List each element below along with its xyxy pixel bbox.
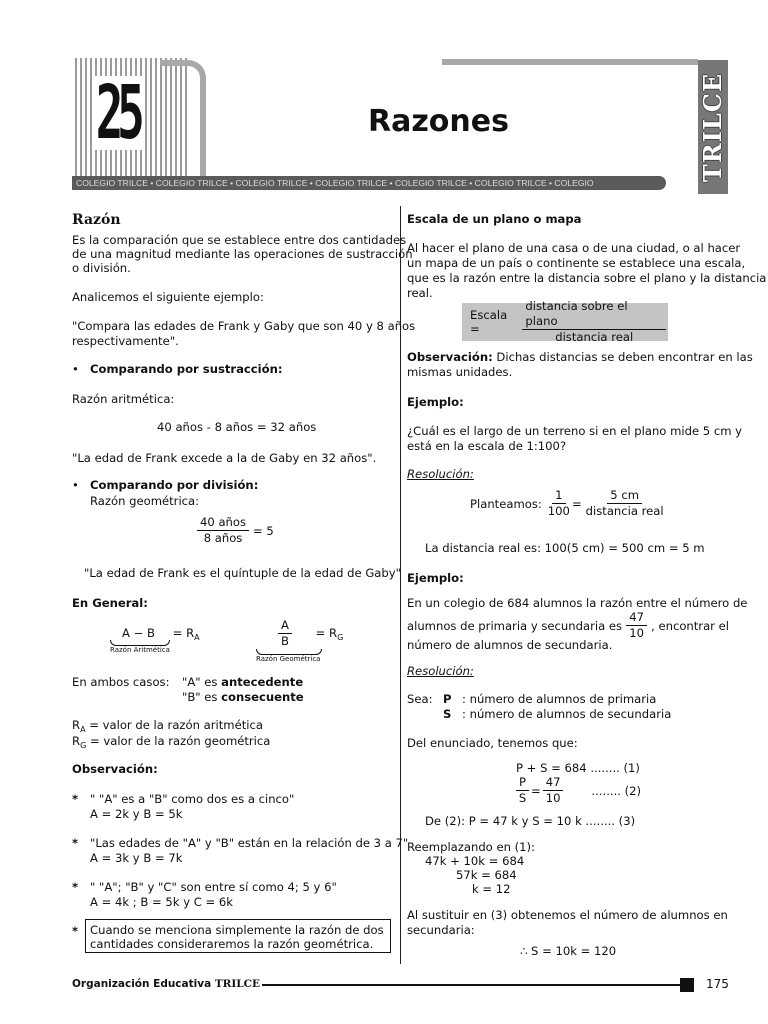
paragraph: Analicemos el siguiente ejemplo:	[72, 290, 264, 304]
definition-line: de una magnitud mediante las operaciones de sustracción	[72, 247, 413, 261]
paragraph: En ambos casos:	[72, 675, 170, 689]
paragraph-line: Reemplazando en (1):	[407, 840, 535, 854]
bullet-dot: •	[72, 478, 79, 492]
fraction	[626, 610, 647, 641]
proportion-equation	[470, 488, 666, 519]
obs-text: A = 4k ; B = 5k y C = 6k	[90, 895, 234, 909]
result-line: La distancia real es: 100(5 cm) = 500 cm = 5 m	[425, 541, 705, 555]
general-geom	[256, 618, 344, 663]
brace-label: Razón Aritmética	[110, 646, 170, 654]
label: Escala =	[470, 308, 508, 336]
equals: =	[571, 496, 582, 511]
star-marker: *	[72, 924, 79, 938]
equation-1: P + S = 684 ........ (1)	[516, 761, 640, 775]
fraction	[522, 299, 666, 345]
resolution-label: Resolución:	[407, 467, 474, 481]
ra-definition	[72, 718, 263, 734]
paragraph-line: Al hacer el plano de una casa o de una ciudad, o al hacer	[407, 241, 741, 255]
antecedent-line	[182, 675, 303, 689]
equals: =	[531, 783, 541, 798]
work-line: 47k + 10k = 684	[425, 854, 525, 868]
fraction	[548, 488, 570, 519]
star-marker: *	[72, 836, 79, 850]
obs-text: A = 3k y B = 7k	[90, 851, 183, 865]
footer-org	[72, 978, 260, 990]
bold-label: Observación:	[407, 350, 493, 364]
paragraph: Razón geométrica:	[90, 494, 200, 508]
result: = 5	[253, 523, 274, 538]
star-marker: *	[72, 792, 79, 806]
fraction	[586, 488, 664, 519]
paragraph: "La edad de Frank excede a la de Gaby en 32 años".	[72, 451, 377, 465]
work-line: k = 12	[472, 882, 511, 896]
fraction	[516, 775, 529, 806]
paragraph-line-fraction	[407, 610, 729, 641]
text: = valor de la razón aritmética	[89, 718, 263, 732]
brace-label: Razón Geométrica	[256, 655, 321, 663]
header-frame-curve	[160, 60, 206, 184]
numerator: 40 años	[197, 515, 249, 531]
text: Dichas distancias se deben encontrar en las	[492, 350, 753, 364]
footer-rule	[262, 984, 682, 986]
expression: A − B	[122, 626, 155, 640]
text: "B" es	[182, 690, 222, 704]
subheading: Ejemplo:	[407, 395, 464, 409]
footer-square	[680, 978, 694, 992]
denominator: 10	[545, 791, 561, 805]
consequent-line	[182, 690, 304, 704]
subheading: Ejemplo:	[407, 571, 464, 585]
note-line: Cuando se menciona simplemente la razón de dos	[90, 923, 384, 937]
let-label: Sea:	[407, 692, 433, 706]
subscript: G	[80, 741, 87, 750]
obs-text: " "A" es a "B" como dos es a cinco"	[90, 792, 295, 806]
note-line: cantidades consideraremos la razón geométrica.	[90, 937, 374, 951]
numerator: A	[278, 618, 292, 634]
note-box	[85, 919, 391, 953]
definition-line: Es la comparación que se establece entre dos cantidades	[72, 233, 407, 247]
denominator: distancia real	[555, 330, 634, 344]
equals-r: = R	[172, 626, 195, 640]
paragraph-line: Al sustituir en (3) obtenemos el número de alumnos en	[407, 908, 728, 922]
subheading: Escala de un plano o mapa	[407, 212, 582, 226]
fraction	[543, 775, 564, 806]
numerator: 47	[626, 610, 647, 626]
equals-r: = R	[315, 626, 338, 640]
scale-formula-box	[462, 299, 668, 344]
general-arit	[110, 626, 200, 654]
paragraph-line: un mapa de un país o continente se establece una escala,	[407, 256, 746, 270]
subscript: A	[194, 633, 200, 642]
paragraph-line: secundaria:	[407, 923, 475, 937]
denominator: S	[518, 791, 527, 805]
subscript: G	[337, 633, 344, 642]
rg-definition	[72, 734, 270, 750]
paragraph-line: ¿Cuál es el largo de un terreno si en el plano mide 5 cm y	[407, 424, 743, 438]
text: , encontrar el	[651, 618, 729, 633]
brand-tab	[698, 60, 728, 194]
paragraph-line: número de alumnos de secundaria.	[407, 638, 613, 652]
page-title: Razones	[368, 104, 509, 139]
definition-line: o división.	[72, 261, 131, 275]
subscript: A	[80, 725, 86, 734]
numerator: distancia sobre el plano	[522, 299, 666, 330]
obs-text: " "A"; "B" y "C" son entre sí como 4; 5 y 6"	[90, 880, 337, 894]
bullet-heading: Comparando por sustracción:	[90, 362, 283, 376]
paragraph-line: mismas unidades.	[407, 365, 513, 379]
org-brand: TRILCE	[214, 978, 261, 990]
equation: 40 años - 8 años = 32 años	[157, 420, 317, 434]
equation-3: De (2): P = 47 k y S = 10 k ........ (3)	[425, 814, 636, 828]
paragraph: "La edad de Frank es el quíntuple de la edad de Gaby"	[84, 566, 401, 580]
quote-line: "Compara las edades de Frank y Gaby que son 40 y 8 años	[72, 319, 416, 333]
paragraph-line: está en la escala de 1:100?	[407, 439, 567, 453]
denominator: 10	[629, 626, 644, 640]
subheading: En General:	[72, 596, 148, 610]
denominator: 8 años	[203, 531, 243, 545]
star-marker: *	[72, 880, 79, 894]
fraction	[278, 618, 292, 649]
observation-line	[407, 350, 753, 364]
symbol: R	[72, 734, 81, 748]
label: Planteamos:	[470, 496, 542, 511]
fraction-equation	[195, 515, 274, 546]
quote-line: respectivamente".	[72, 334, 179, 348]
brand-text: TRILCE	[698, 72, 728, 182]
obs-text: A = 2k y B = 5k	[90, 807, 183, 821]
denominator: B	[280, 634, 289, 648]
numerator: P	[516, 775, 529, 791]
variable: S	[443, 707, 452, 721]
denominator: 100	[547, 504, 570, 518]
text: = valor de la razón geométrica	[89, 734, 271, 748]
page-number: 175	[706, 977, 729, 991]
numerator: 47	[543, 775, 564, 791]
paragraph-line: que es la razón entre la distancia sobre el plano y la distancia	[407, 271, 767, 285]
variable-desc: : número de alumnos de secundaria	[462, 707, 672, 721]
text: alumnos de primaria y secundaria es	[407, 618, 623, 633]
variable-desc: : número de alumnos de primaria	[462, 692, 657, 706]
subheading: Observación:	[72, 762, 158, 776]
fraction	[197, 515, 249, 546]
final-answer: ∴ S = 10k = 120	[520, 944, 617, 958]
paragraph-line: real.	[407, 286, 433, 300]
denominator: distancia real	[585, 504, 664, 518]
section-heading: Razón	[72, 212, 121, 228]
paragraph-line: Del enunciado, tenemos que:	[407, 736, 578, 750]
header-band: COLEGIO TRILCE • COLEGIO TRILCE • COLEGIO TRILCE • COLEGIO TRILCE • COLEGIO TRILCE • COLEGIO TRILCE • COLEGIO	[72, 176, 666, 190]
variable: P	[443, 692, 452, 706]
paragraph: Razón aritmética:	[72, 392, 175, 406]
numerator: 1	[552, 488, 565, 504]
numerator: 5 cm	[607, 488, 642, 504]
symbol: R	[72, 718, 81, 732]
equation-2	[514, 775, 641, 806]
text: "A" es	[182, 675, 222, 689]
tag: ........ (2)	[591, 783, 642, 798]
resolution-label: Resolución:	[407, 664, 474, 678]
work-line: 57k = 684	[456, 868, 517, 882]
org-name: Organización Educativa	[72, 978, 212, 990]
header-top-bar	[442, 59, 698, 65]
bold-term: consecuente	[221, 690, 304, 704]
bold-term: antecedente	[221, 675, 304, 689]
bullet-heading: Comparando por división:	[90, 478, 259, 492]
obs-text: "Las edades de "A" y "B" están en la relación de 3 a 7"	[90, 836, 409, 850]
bullet-dot: •	[72, 362, 79, 376]
chapter-number: 25	[92, 76, 142, 150]
paragraph-line: En un colegio de 684 alumnos la razón entre el número de	[407, 596, 748, 610]
